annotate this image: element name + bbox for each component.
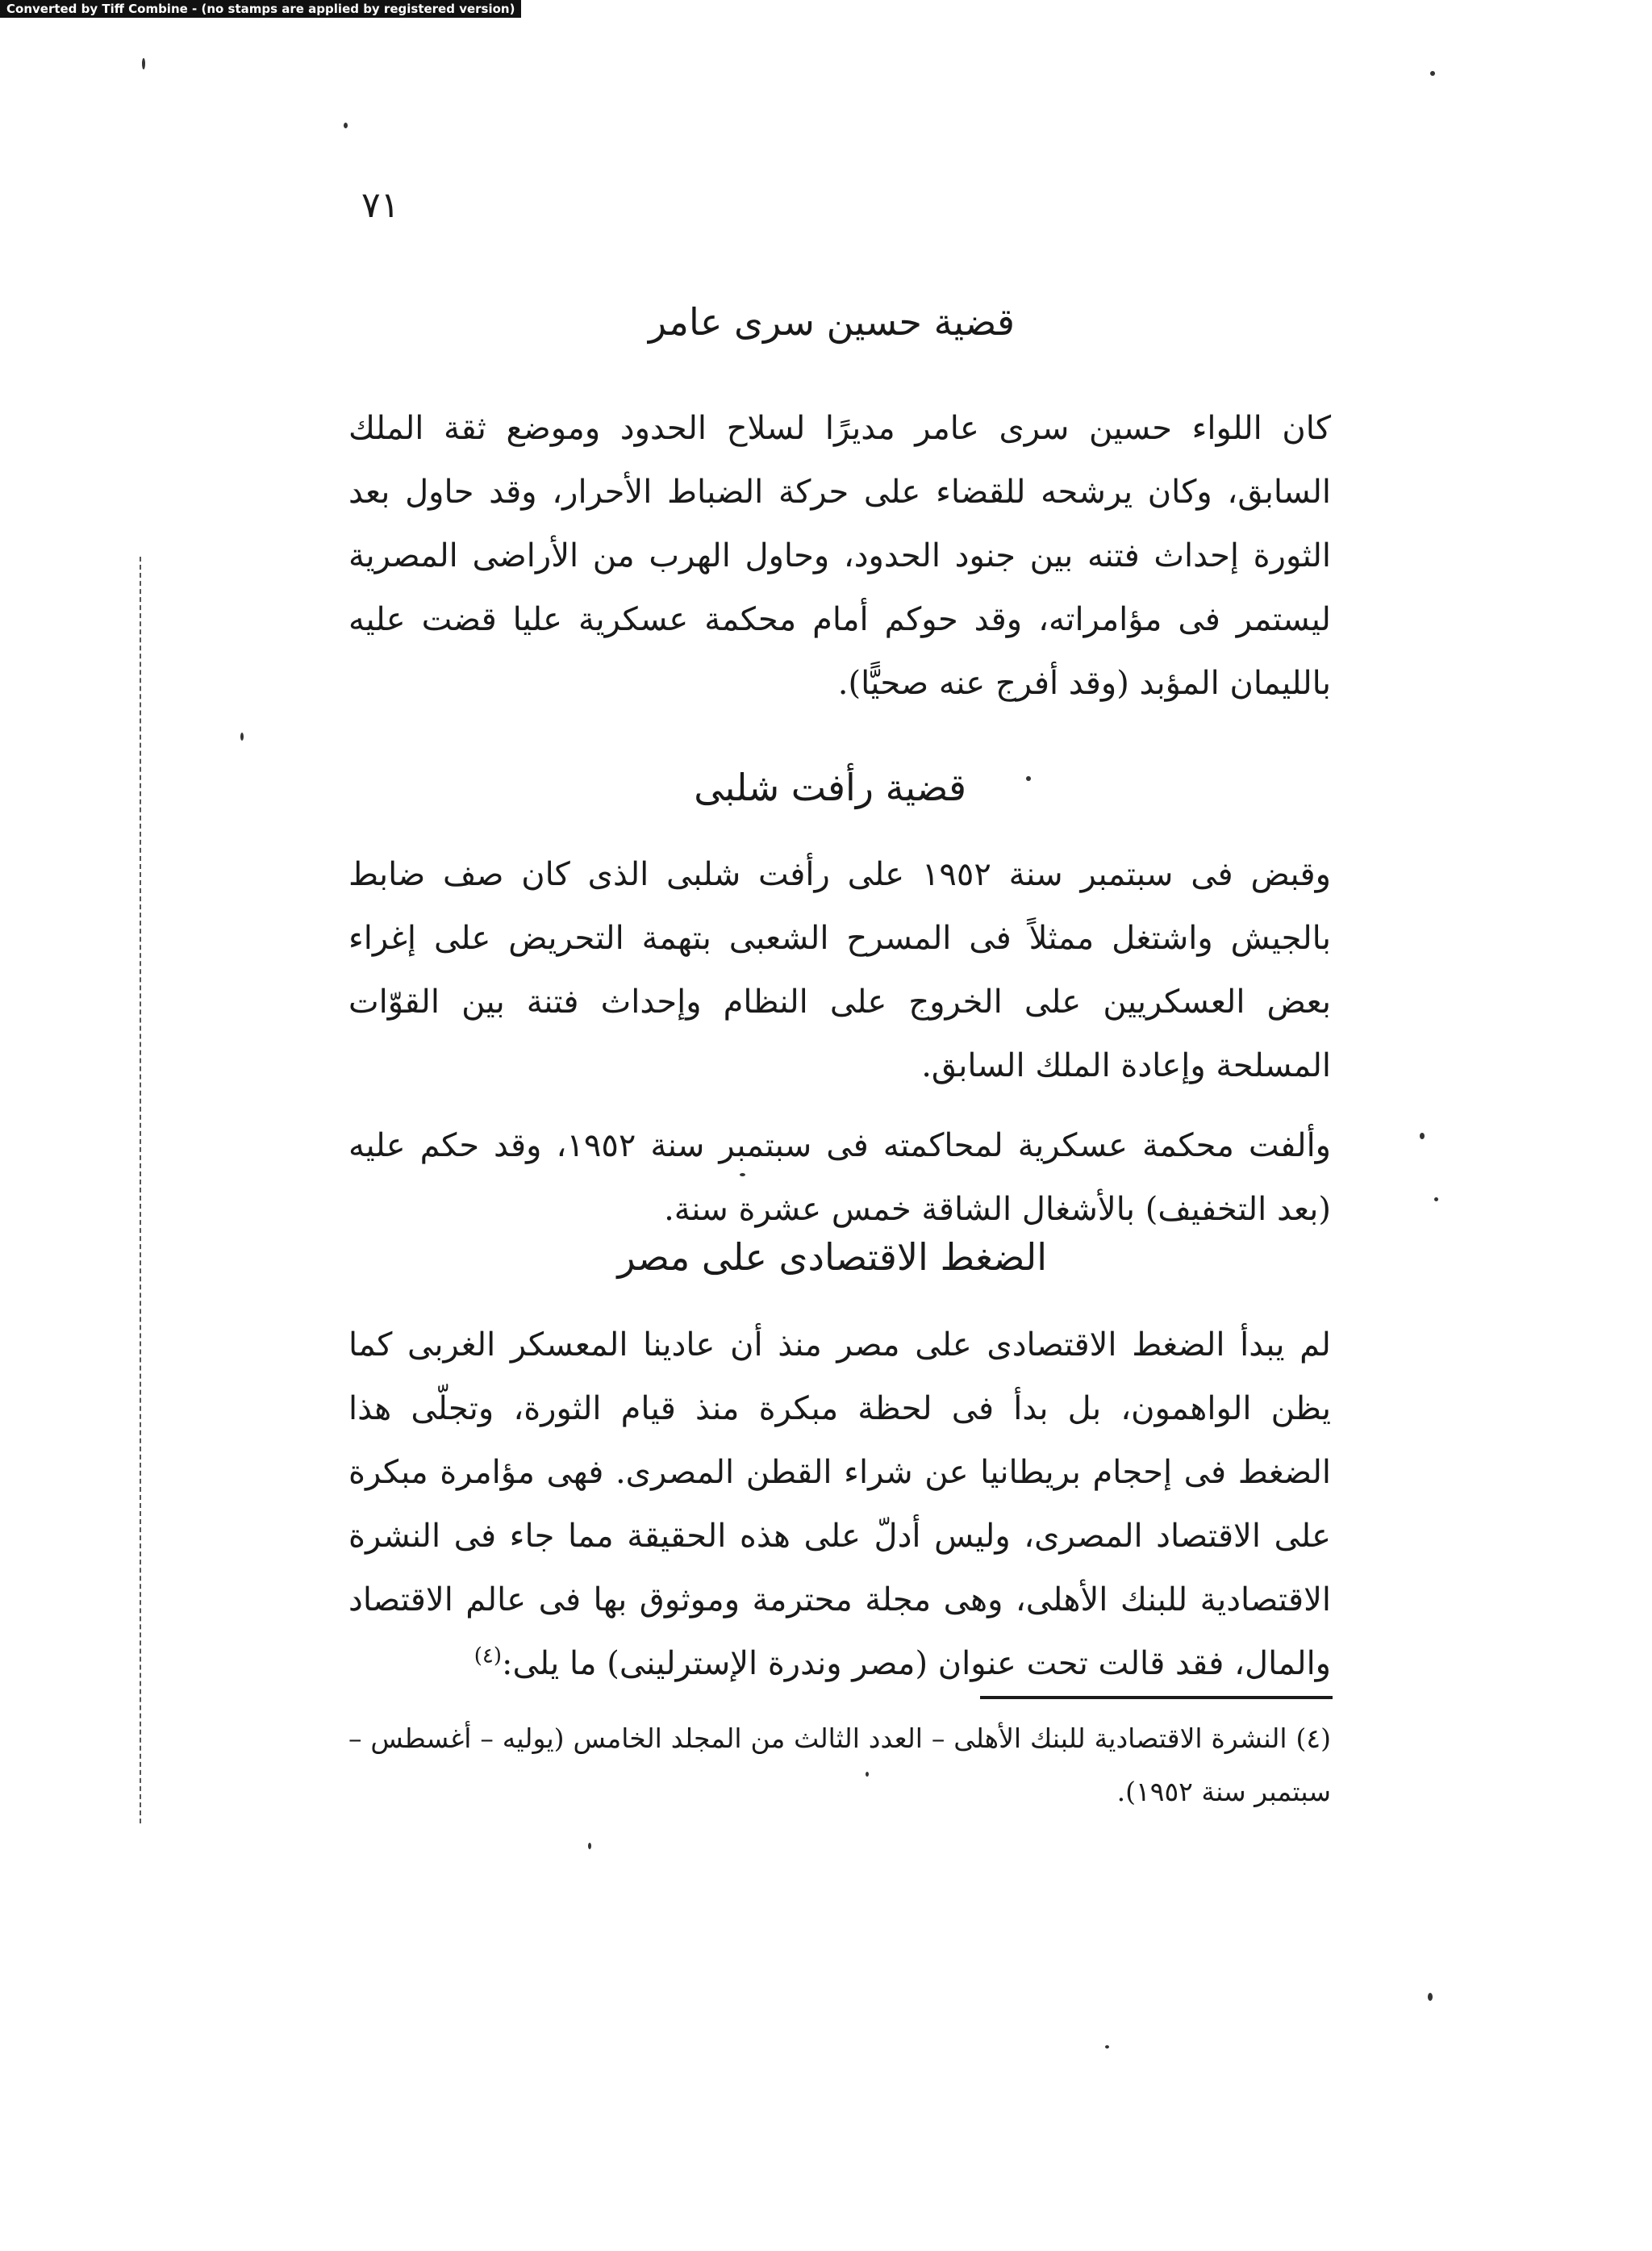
converter-banner: Converted by Tiff Combine - (no stamps are applied by registered version) bbox=[0, 0, 521, 18]
scan-speck bbox=[1026, 776, 1031, 781]
section-title-raafat-shalabi: قضية رأفت شلبى bbox=[694, 766, 966, 809]
paragraph-text: لم يبدأ الضغط الاقتصادى على مصر منذ أن عادينا المعسكر الغربى كما يظن الواهمون، بل بدأ فى لحظة مبكرة منذ قيام الثورة، وتجلّى هذا الضغط فى إحجام بريطانيا عن شراء القطن المصرى. فهى مؤامرة مبكرة على الاقتصاد المصرى، وليس أدلّ على هذه الحقيقة مما جاء فى النشرة الاقتصادية للبنك الأهلى، وهى مجلة محترمة وموثوق بها فى عالم الاقتصاد والمال، فقد قالت تحت عنوان (مصر وندرة الإسترلينى) ما يلى: bbox=[348, 1326, 1331, 1682]
footnote-divider bbox=[980, 1696, 1333, 1699]
section-body-economic-pressure bbox=[348, 1313, 1331, 1696]
footnote-reference: (٤) bbox=[473, 1643, 503, 1668]
footnote: (٤) النشرة الاقتصادية للبنك الأهلى – العدد الثالث من المجلد الخامس (يوليه – أغسطس – سبتمبر سنة ١٩٥٢). bbox=[348, 1723, 1331, 1807]
scan-speck bbox=[1434, 1197, 1438, 1201]
paragraph bbox=[348, 1313, 1331, 1696]
scan-speck bbox=[344, 123, 348, 128]
scan-speck bbox=[1420, 1133, 1425, 1139]
paragraph: وألفت محكمة عسكرية لمحاكمته فى سبتمبر سنة ١٩٥٢، وقد حكم عليه (بعد التخفيف) بالأشغال الشاقة خمس عشرة سنة. bbox=[348, 1127, 1331, 1228]
page-number: ٧١ bbox=[361, 185, 400, 226]
section-title-economic-pressure: الضغط الاقتصادى على مصر bbox=[617, 1235, 1047, 1279]
section-body-hussein-sirri-amer bbox=[348, 397, 1331, 716]
scan-speck bbox=[1430, 71, 1435, 76]
scan-speck bbox=[240, 733, 244, 741]
paragraph: كان اللواء حسين سرى عامر مديرًا لسلاح الحدود وموضع ثقة الملك السابق، وكان يرشحه للقضاء على حركة الضباط الأحرار، وقد حاول بعد الثورة إحداث فتنه بين جنود الحدود، وحاول الهرب من الأراضى المصرية ليستمر فى مؤامراته، وقد حوكم أمام محكمة عسكرية عليا قضت عليه بالليمان المؤبد (وقد أفرج عنه صحيًّا). bbox=[348, 410, 1331, 702]
scan-speck bbox=[588, 1843, 591, 1849]
scan-speck bbox=[1428, 1993, 1433, 2001]
section-title-hussein-sirri-amer: قضية حسين سرى عامر bbox=[648, 300, 1015, 344]
section-body-raafat-shalabi bbox=[348, 843, 1331, 1242]
margin-scan-line bbox=[140, 557, 141, 1823]
scan-speck bbox=[142, 58, 145, 69]
scan-speck bbox=[1105, 2045, 1109, 2048]
paragraph: وقبض فى سبتمبر سنة ١٩٥٢ على رأفت شلبى الذى كان صف ضابط بالجيش واشتغل ممثلاً فى المسرح الشعبى بتهمة التحريض على إغراء بعض العسكريين على الخروج على النظام وإحداث فتنة بين القوّات المسلحة وإعادة الملك السابق. bbox=[348, 856, 1331, 1084]
